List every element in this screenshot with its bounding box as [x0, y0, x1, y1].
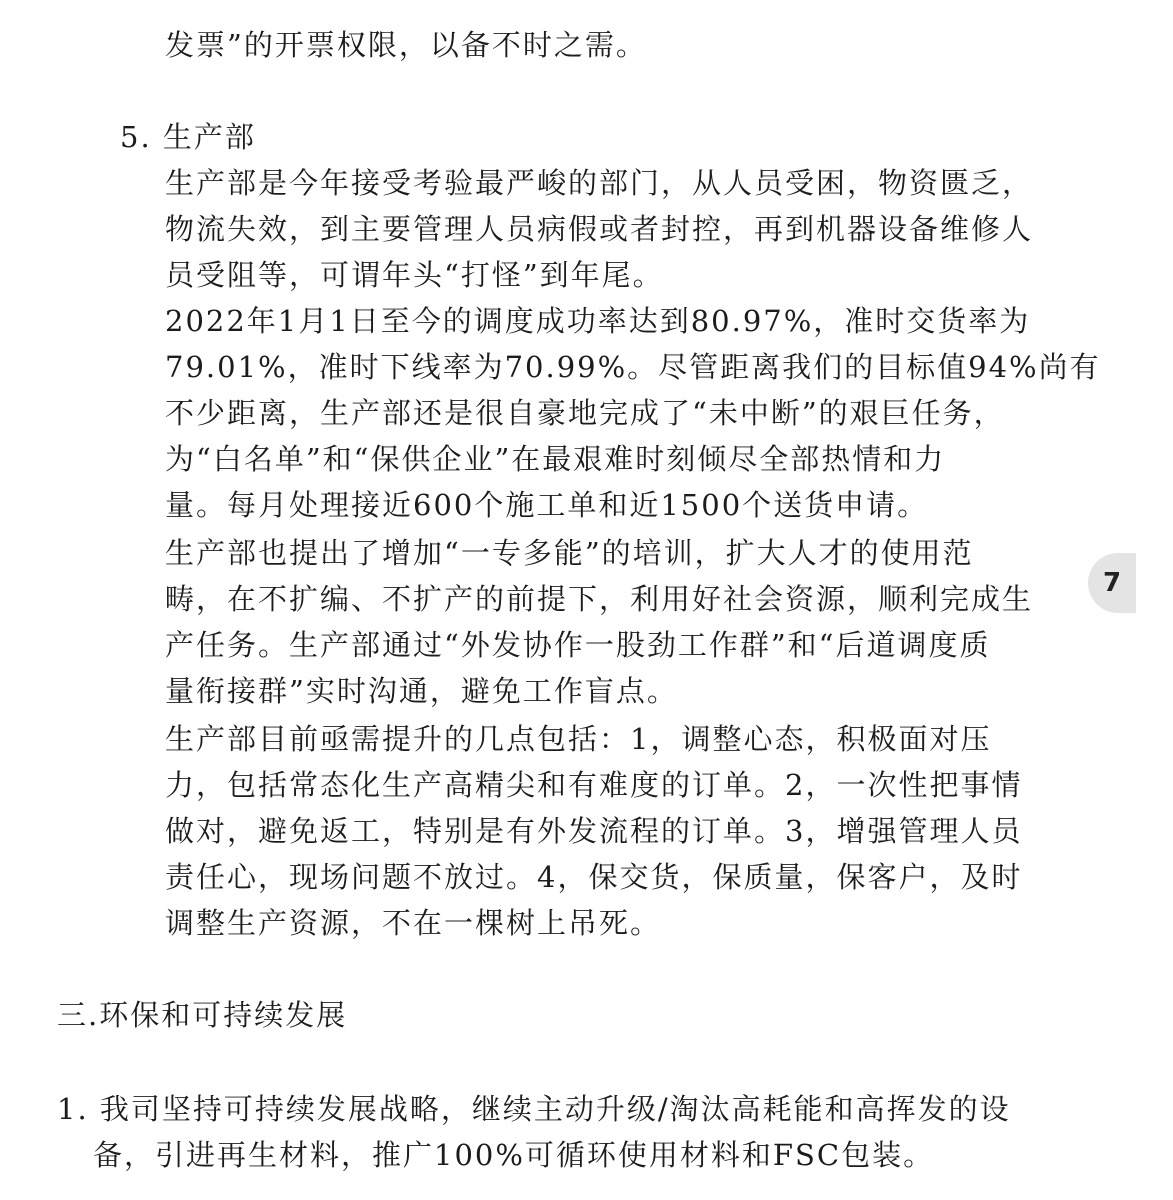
paragraph-line: 不少距离，生产部还是很自豪地完成了“未中断”的艰巨任务， — [165, 396, 1005, 430]
section-5-heading: 5. 生产部 — [120, 120, 256, 154]
paragraph-line: 员受阻等，可谓年头“打怪”到年尾。 — [165, 258, 664, 292]
paragraph-line: 调整生产资源，不在一棵树上吊死。 — [165, 906, 662, 940]
intro-line: 发票”的开票权限，以备不时之需。 — [165, 28, 647, 62]
paragraph-line: 生产部目前亟需提升的几点包括：1，调整心态，积极面对压 — [165, 722, 992, 756]
paragraph-line: 量。每月处理接近600个施工单和近1500个送货申请。 — [165, 488, 929, 522]
paragraph-line: 物流失效，到主要管理人员病假或者封控，再到机器设备维修人 — [165, 212, 1034, 246]
paragraph-line: 2022年1月1日至今的调度成功率达到80.97%，准时交货率为 — [165, 304, 1031, 338]
paragraph-line: 产任务。生产部通过“外发协作一股劲工作群”和“后道调度质 — [165, 628, 991, 662]
section-3-heading: 三.环保和可持续发展 — [57, 998, 348, 1032]
paragraph-line: 为“白名单”和“保供企业”在最艰难时刻倾尽全部热情和力 — [165, 442, 946, 476]
paragraph-line: 生产部也提出了增加“一专多能”的培训，扩大人才的使用范 — [165, 536, 974, 570]
paragraph-line: 做对，避免返工，特别是有外发流程的订单。3，增强管理人员 — [165, 814, 1023, 848]
list-item-line: 备，引进再生材料，推广100%可循环使用材料和FSC包装。 — [93, 1138, 935, 1172]
page-number-tab — [1088, 553, 1136, 613]
paragraph-line: 畴，在不扩编、不扩产的前提下，利用好社会资源，顺利完成生 — [165, 582, 1034, 616]
page-number: 7 — [1102, 568, 1122, 598]
paragraph-line: 生产部是今年接受考验最严峻的部门，从人员受困，物资匮乏， — [165, 166, 1034, 200]
paragraph-line: 力，包括常态化生产高精尖和有难度的订单。2，一次性把事情 — [165, 768, 1023, 802]
list-item-line: 1. 我司坚持可持续发展战略，继续主动升级/淘汰高耗能和高挥发的设 — [57, 1092, 1011, 1126]
paragraph-line: 量衔接群”实时沟通，避免工作盲点。 — [165, 674, 678, 708]
paragraph-line: 79.01%，准时下线率为70.99%。尽管距离我们的目标值94%尚有 — [165, 350, 1101, 384]
paragraph-line: 责任心，现场问题不放过。4，保交货，保质量，保客户，及时 — [165, 860, 1023, 894]
